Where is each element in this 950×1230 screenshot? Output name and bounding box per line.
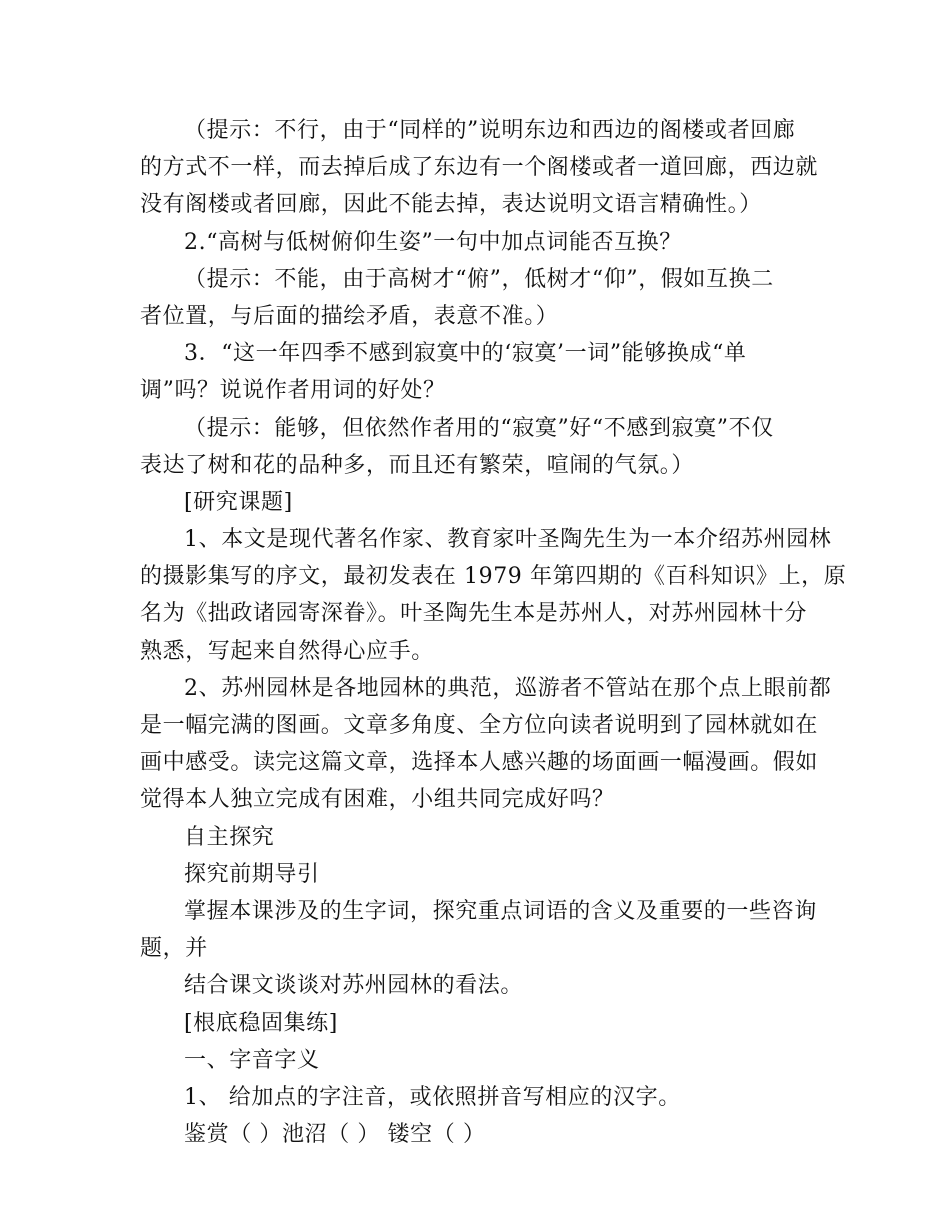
section-heading: 探究前期导引 — [184, 861, 320, 887]
section-heading: 一、字音字义 — [184, 1047, 320, 1073]
text-line: 表达了树和花的品种多，而且还有繁荣，喧闹的气氛。） — [140, 452, 695, 478]
text-line: 觉得本人独立完成有困难，小组共同完成好吗？ — [140, 787, 615, 813]
text-line: （提示：能够，但依然作者用的“寂寞”好“不感到寂寞”不仅 — [184, 415, 774, 441]
section-heading: [研究课题] — [184, 489, 293, 515]
text-line: 1、 给加点的字注音，或依照拼音写相应的汉字。 — [184, 1084, 681, 1110]
text-line: 2、苏州园林是各地园林的典范，巡游者不管站在那个点上眼前都 — [184, 675, 832, 701]
text-line: 名为《拙政诸园寄深眷》。叶圣陶先生本是苏州人，对苏州园林十分 — [140, 601, 808, 627]
text-line: 调”吗？说说作者用词的好处？ — [140, 378, 446, 404]
text-line: 者位置，与后面的描绘矛盾，表意不准。） — [140, 303, 559, 329]
text-line: 2.“高树与低树俯仰生姿”一句中加点词能否互换？ — [184, 229, 682, 255]
text-line: 是一幅完满的图画。文章多角度、全方位向读者说明到了园林就如在 — [140, 713, 819, 738]
text-line: 3．“这一年四季不感到寂寞中的‘寂寞’一词”能够换成“单 — [184, 341, 747, 367]
text-line: 鉴赏（ ）池沼（ ） 镂空（ ） — [184, 1122, 486, 1148]
section-heading: [根底稳固集练] — [184, 1010, 338, 1036]
text-line: 的摄影集写的序文，最初发表在 1979 年第四期的《百科知识》上，原 — [140, 564, 847, 590]
text-line: 没有阁楼或者回廊，因此不能去掉，表达说明文语言精确性。） — [140, 192, 762, 218]
document-body — [140, 112, 847, 1153]
text-line: 的方式不一样，而去掉后成了东边有一个阁楼或者一道回廊，西边就 — [140, 155, 819, 181]
text-line: 1、本文是现代著名作家、教育家叶圣陶先生为一本介绍苏州园林 — [184, 527, 832, 553]
text-line: （提示：不能，由于高树才“俯”，低树才“仰”，假如互换二 — [184, 266, 774, 292]
text-line: 题，并 — [140, 936, 208, 962]
text-line: 画中感受。读完这篇文章，选择本人感兴趣的场面画一幅漫画。假如 — [140, 750, 819, 776]
section-heading: 自主探究 — [184, 824, 275, 850]
text-line: （提示：不行，由于“同样的”说明东边和西边的阁楼或者回廊 — [184, 118, 796, 143]
text-line: 掌握本课涉及的生字词，探究重点词语的含义及重要的一些咨询 — [184, 898, 817, 924]
text-line: 结合课文谈谈对苏州园林的看法。 — [184, 973, 524, 999]
text-line: 熟悉，写起来自然得心应手。 — [140, 638, 434, 664]
